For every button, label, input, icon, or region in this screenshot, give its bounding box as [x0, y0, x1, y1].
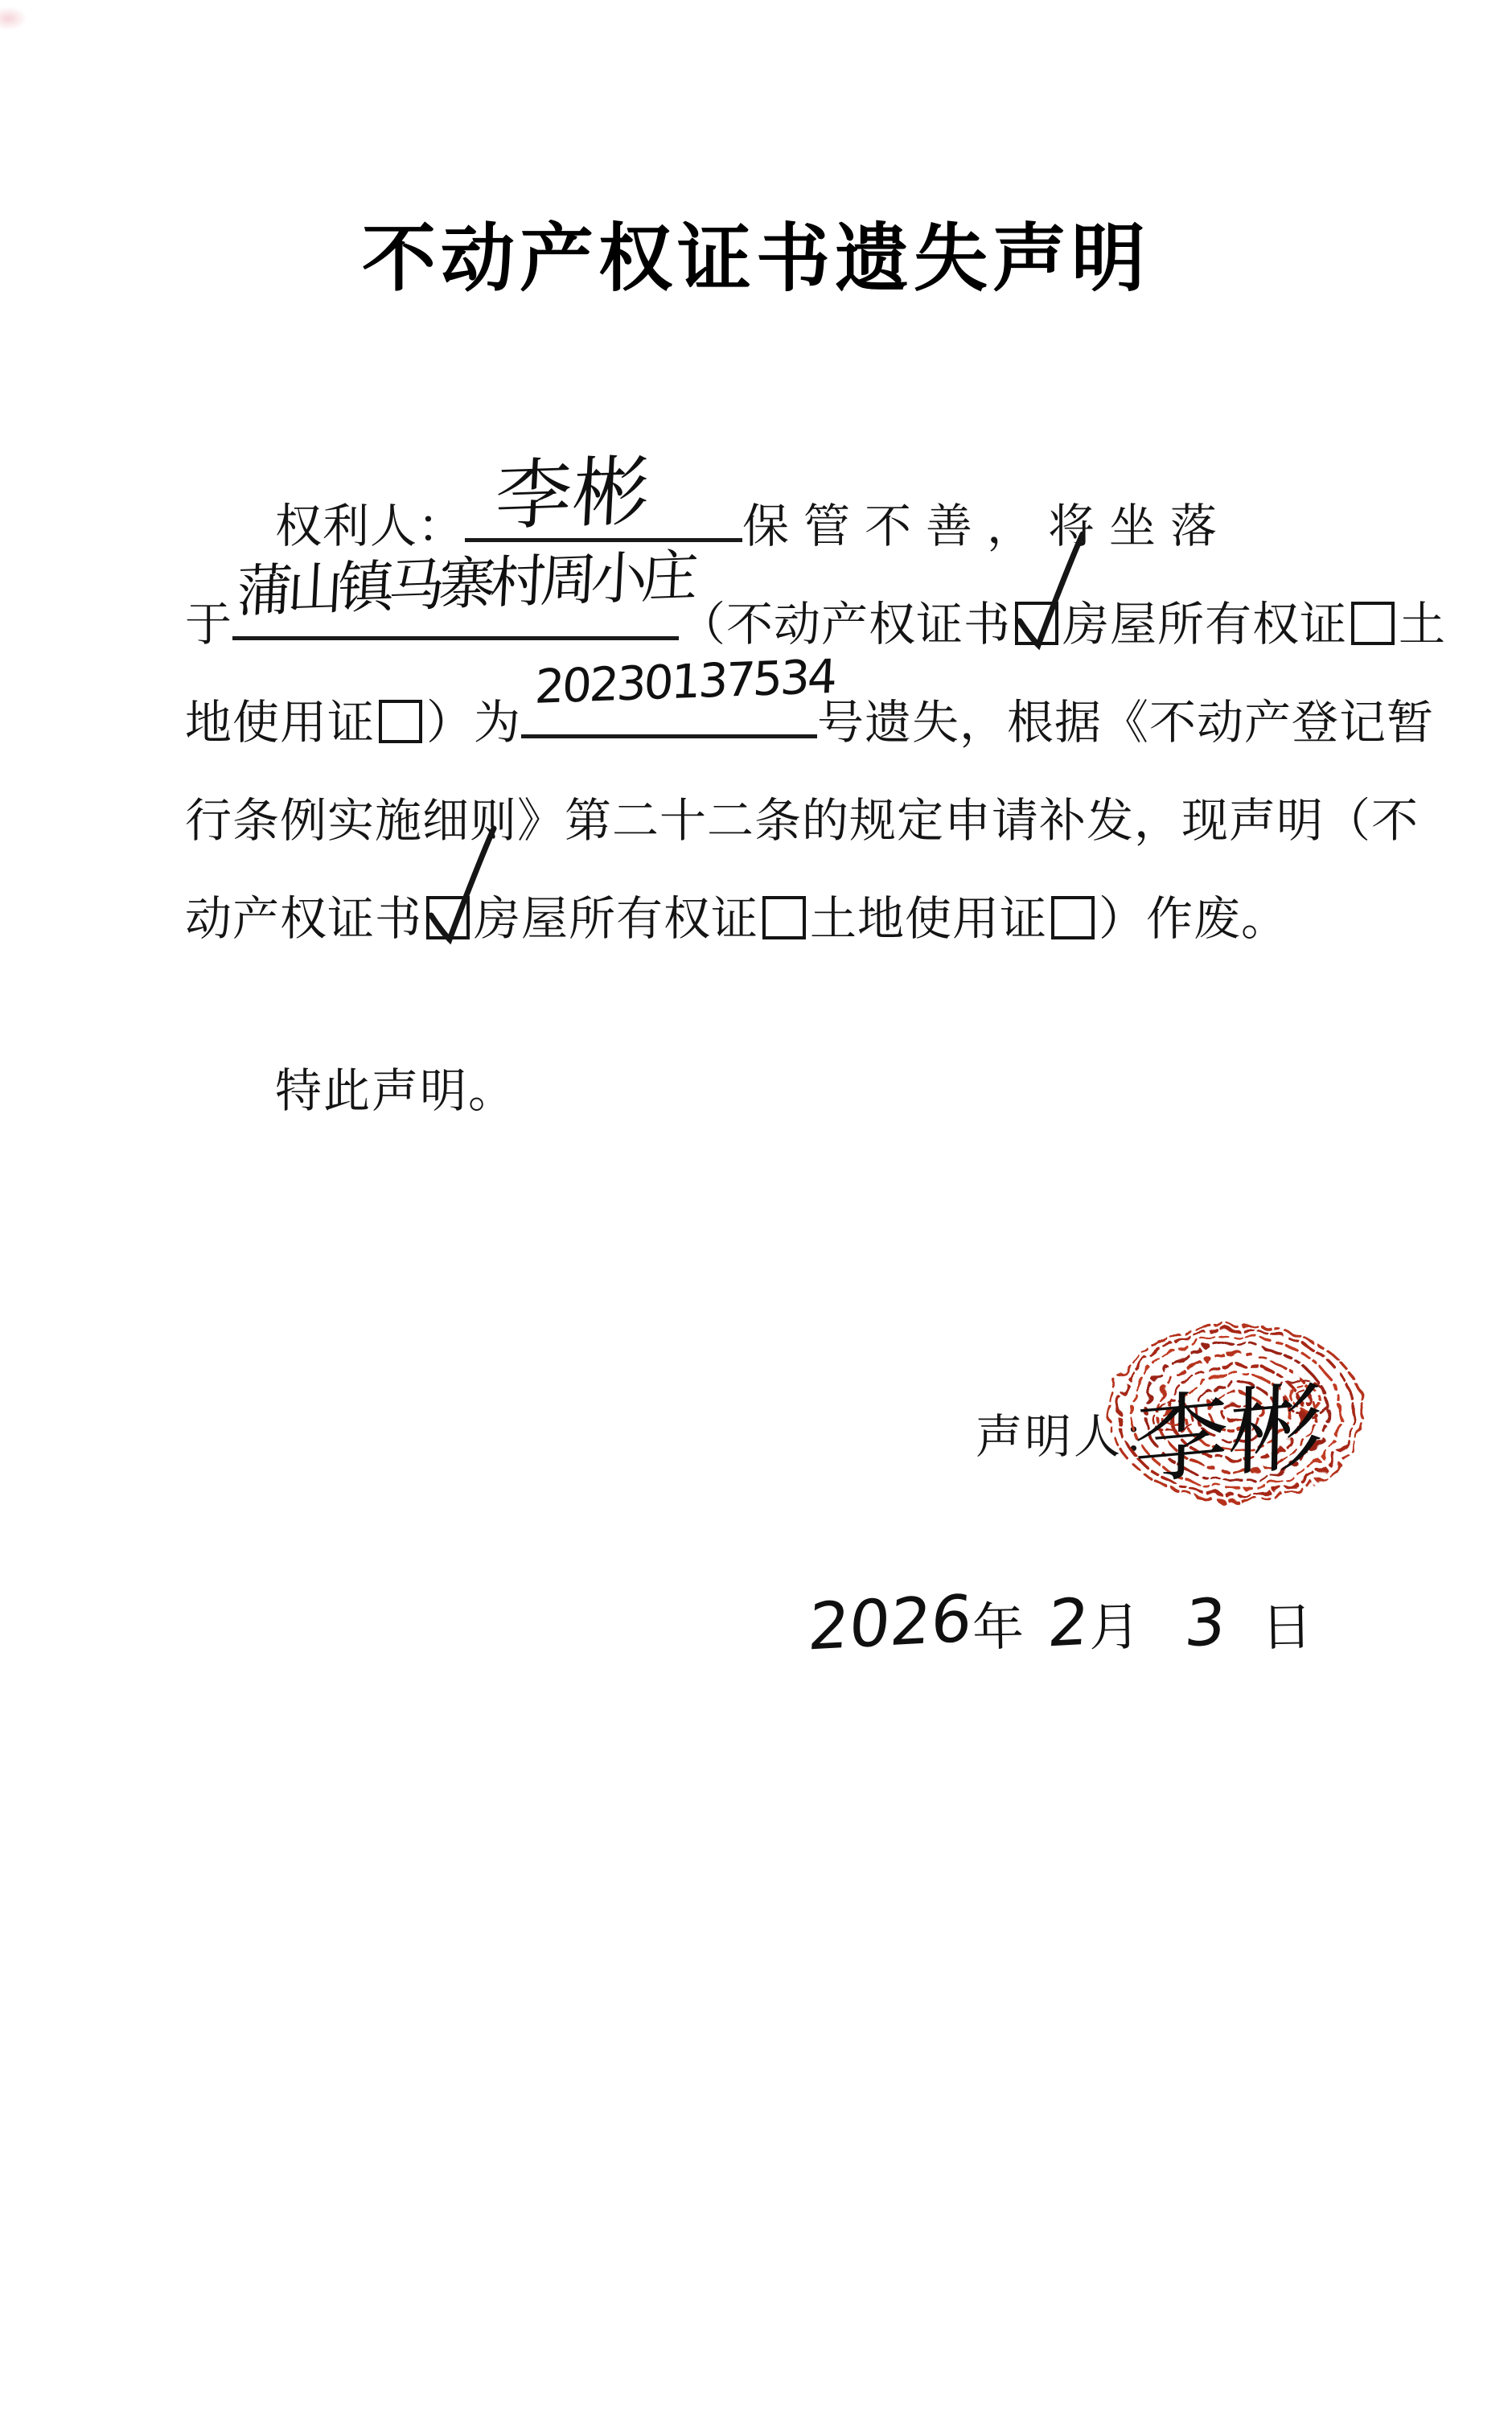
property-location-handwriting: 蒲山镇马寨村周小庄 — [235, 542, 695, 625]
date-day-char: 日 — [1260, 1597, 1314, 1659]
scan-artifact — [0, 6, 27, 31]
date-line — [805, 1567, 1314, 1679]
body-line-3-text-b: ）为 — [426, 697, 522, 749]
document-title: 不动产权证书遗失声明 — [361, 218, 1150, 300]
body-line-3 — [185, 648, 1456, 772]
body-line-5-text-a: 动产权证书 — [185, 893, 423, 945]
body-line-5 — [185, 870, 1456, 968]
date-year: 2026 — [805, 1581, 975, 1665]
declarant-signature-handwriting: 李彬 — [1133, 1370, 1325, 1498]
body-line-4: 行条例实施细则》第二十二条的规定申请补发，现声明（不 — [185, 795, 1420, 847]
holder-label: 权利人： — [275, 500, 466, 553]
date-year-char: 年 — [971, 1597, 1025, 1659]
date-month-char: 月 — [1087, 1597, 1141, 1659]
body-line-3-text-a: 地使用证 — [185, 697, 376, 749]
body-line-5-text-b: 房屋所有权证 — [474, 893, 759, 945]
declarant-label: 声明人： — [976, 1411, 1173, 1463]
cert-number-handwriting: 20230137534 — [533, 648, 836, 714]
cert-number-field — [521, 648, 836, 738]
body-line-2-text-c: 土 — [1399, 598, 1447, 651]
body-line-2-text-b: 房屋所有权证 — [1062, 598, 1348, 651]
holder-name-handwriting: 李彬 — [493, 447, 653, 541]
body-line-5-text-d: ）作废。 — [1099, 893, 1289, 945]
body-line-1-text: 保管不善，将坐落 — [742, 500, 1232, 553]
body-line-5-text-c: 土地使用证 — [810, 893, 1048, 945]
location-prefix: 于 — [185, 598, 233, 651]
date-day: 3 — [1181, 1584, 1228, 1662]
closing-statement: 特此声明。 — [275, 1065, 517, 1117]
checkbox-real-estate-cert-1 — [1015, 602, 1058, 645]
checkbox-land-cert-2 — [1051, 896, 1095, 939]
checkbox-land-cert-1 — [379, 700, 422, 743]
body-line-3-text-c: 号遗失，根据《不动产登记暂 — [817, 697, 1435, 749]
checkbox-house-cert-1 — [1351, 602, 1395, 645]
body-line-2-text-a: （不动产权证书 — [679, 598, 1012, 651]
checkbox-house-cert-2 — [762, 896, 806, 939]
fingerprint-stamp — [1103, 1321, 1370, 1507]
date-month: 2 — [1045, 1584, 1091, 1662]
checkbox-real-estate-cert-2 — [426, 896, 470, 939]
